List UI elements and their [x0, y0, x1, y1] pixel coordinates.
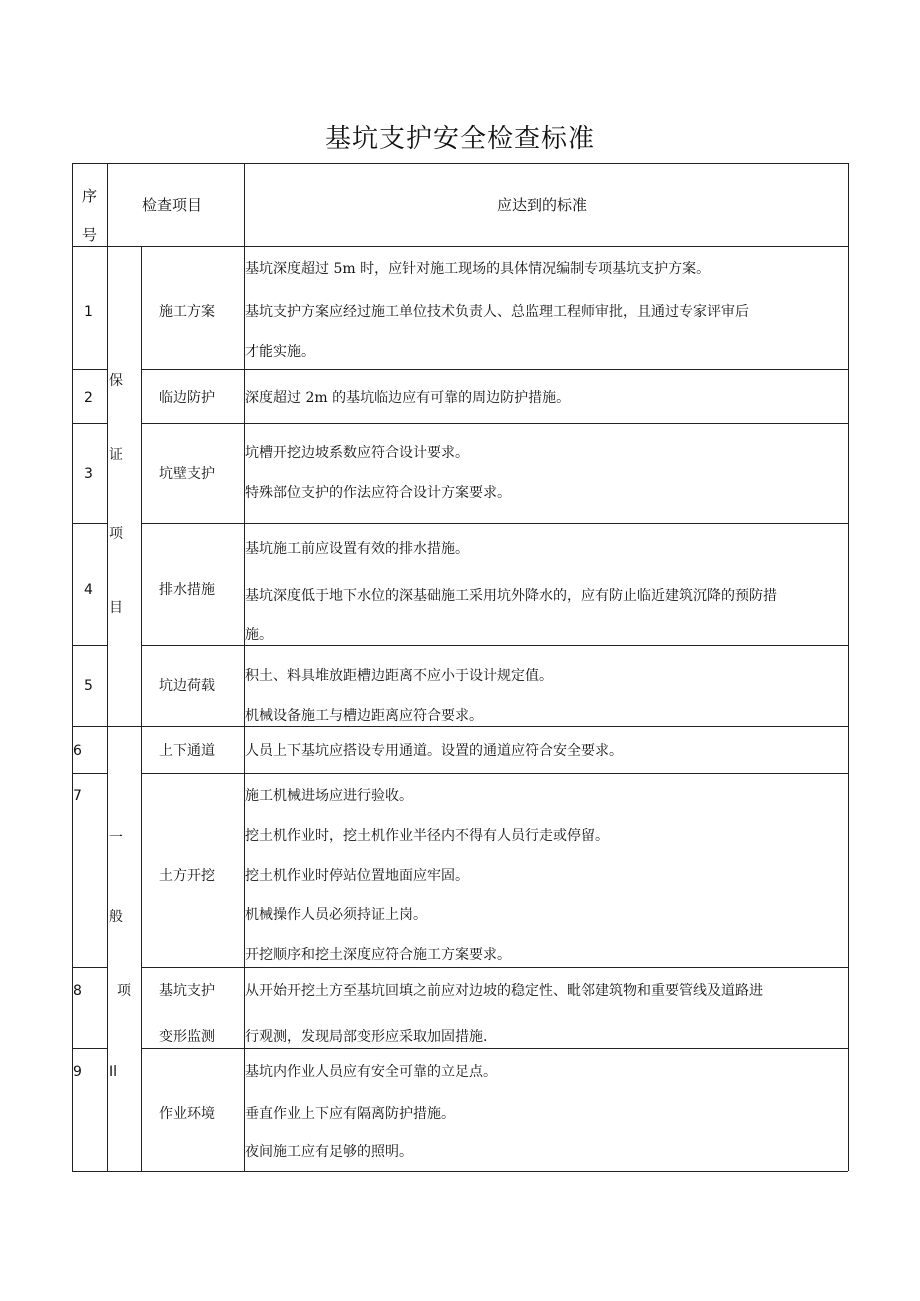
row-number: 5 — [84, 678, 93, 694]
row-item: 临边防护 — [159, 390, 215, 406]
row-divider — [141, 523, 848, 524]
category-guarantee-char: 证 — [109, 447, 123, 463]
row-item: 排水措施 — [159, 582, 215, 598]
standard-line: 基坑施工前应设置有效的排水措施。 — [245, 541, 469, 557]
standard-line: 机械设备施工与槽边距离应符合要求。 — [245, 708, 483, 724]
table-border-bottom — [72, 1171, 848, 1172]
col-divider-category — [141, 246, 142, 1171]
standard-line: 基坑深度超过 5m 时，应针对施工现场的具体情况编制专项基坑支护方案。 — [245, 261, 711, 277]
inspection-table — [72, 163, 848, 1171]
standard-line: 基坑深度低于地下水位的深基础施工采用坑外降水的，应有防止临近建筑沉降的预防措 — [245, 588, 777, 604]
page-title: 基坑支护安全检查标准 — [324, 124, 595, 154]
row-item: 变形监测 — [159, 1029, 215, 1045]
standard-line: 特殊部位支护的作法应符合设计方案要求。 — [245, 485, 511, 501]
category-general-char: 项 — [117, 983, 131, 999]
row-item: 土方开挖 — [159, 868, 215, 884]
standard-line: 基坑内作业人员应有安全可靠的立足点。 — [245, 1064, 497, 1080]
row-item: 上下通道 — [159, 743, 215, 759]
row-number: 3 — [84, 466, 93, 482]
row-divider — [141, 423, 848, 424]
row-item: 施工方案 — [159, 304, 215, 320]
category-guarantee-char: 项 — [109, 526, 123, 542]
row-divider — [141, 1048, 848, 1049]
standard-line: 积土、料具堆放距槽边距离不应小于设计规定值。 — [245, 668, 553, 684]
row-number: 2 — [84, 390, 93, 406]
row-divider — [72, 1048, 107, 1049]
row-number: 7 — [73, 788, 82, 804]
col-divider-seq — [107, 163, 108, 1171]
table-border-left — [72, 163, 73, 1171]
standard-line: 才能实施。 — [245, 344, 315, 360]
standard-line: 夜间施工应有足够的照明。 — [245, 1144, 413, 1160]
standard-line: 开挖顺序和挖土深度应符合施工方案要求。 — [245, 947, 511, 963]
standard-line: 从开始开挖土方至基坑回填之前应对边坡的稳定性、毗邻建筑物和重要管线及道路进 — [245, 983, 763, 999]
category-general-char: Il — [109, 1064, 118, 1080]
row-number: 9 — [73, 1064, 82, 1080]
header-item: 检查项目 — [142, 196, 203, 214]
standard-line: 施。 — [245, 627, 273, 643]
table-border-right — [848, 163, 849, 1171]
category-guarantee-char: 保 — [109, 373, 123, 389]
row-number: 1 — [84, 304, 93, 320]
standard-line: 深度超过 2m 的基坑临边应有可靠的周边防护措施。 — [245, 390, 571, 406]
standard-line: 挖土机作业时，挖土机作业半径内不得有人员行走或停留。 — [245, 828, 609, 844]
header-seq-2: 号 — [82, 226, 98, 244]
row-divider — [141, 773, 848, 774]
category-general-char: 般 — [109, 909, 123, 925]
table-border-top — [72, 163, 848, 164]
standard-line: 机械操作人员必须持证上岗。 — [245, 907, 427, 923]
category-guarantee-char: 目 — [109, 600, 123, 616]
header-seq-1: 序 — [82, 187, 98, 205]
standard-line: 坑槽开挖边坡系数应符合设计要求。 — [245, 445, 469, 461]
row-item: 坑边荷载 — [159, 678, 215, 694]
row-item: 基坑支护 — [159, 983, 215, 999]
row-divider — [72, 369, 107, 370]
standard-line: 人员上下基坑应搭设专用通道。设置的通道应符合安全要求。 — [245, 743, 623, 759]
row-divider — [72, 423, 107, 424]
row-item: 坑壁支护 — [159, 466, 215, 482]
row-item: 作业环境 — [159, 1106, 215, 1122]
row-divider — [141, 645, 848, 646]
standard-line: 垂直作业上下应有隔离防护措施。 — [245, 1106, 455, 1122]
standard-line: 行观测，发现局部变形应采取加固措施. — [245, 1029, 488, 1045]
row-divider — [72, 523, 107, 524]
row-number: 4 — [84, 582, 93, 598]
standard-line: 施工机械进场应进行验收。 — [245, 788, 413, 804]
standard-line: 基坑支护方案应经过施工单位技术负责人、总监理工程师审批，且通过专家评审后 — [245, 304, 749, 320]
row-number: 8 — [73, 983, 82, 999]
standard-line: 挖土机作业时停站位置地面应牢固。 — [245, 868, 469, 884]
row-divider — [72, 773, 107, 774]
row-divider — [141, 967, 848, 968]
row-number: 6 — [73, 743, 82, 759]
row-divider — [72, 967, 107, 968]
header-divider — [72, 246, 848, 247]
category-general-char: 一 — [109, 830, 123, 846]
row-divider — [72, 645, 107, 646]
row-divider — [141, 369, 848, 370]
group-divider — [72, 726, 848, 727]
header-standard: 应达到的标准 — [497, 196, 588, 214]
